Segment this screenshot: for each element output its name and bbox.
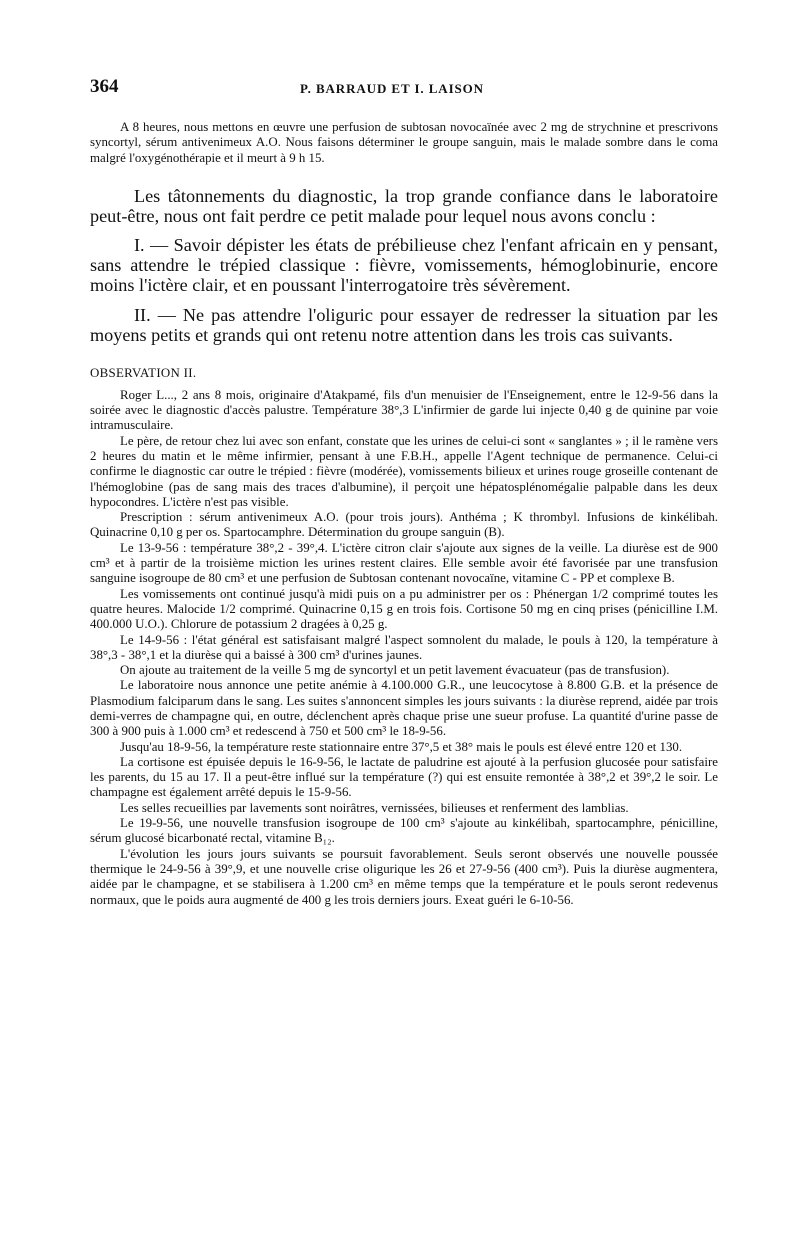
- observation-paragraph: Le 19-9-56, une nouvelle transfusion isogroupe de 100 cm³ s'ajoute au kinkélibah, spartocamphre, pénicilline, sérum glucosé bicarbonaté rectal, vitamine B₁₂.: [90, 816, 718, 846]
- observation-heading: OBSERVATION II.: [90, 366, 197, 381]
- page: [90, 76, 718, 908]
- intro-section: [90, 120, 718, 166]
- observation-paragraph: La cortisone est épuisée depuis le 16-9-56, le lactate de paludrine est ajouté à la perfusion glucosée pour satisfaire les parents, du 15 au 17. Il a peut-être influé sur la température (?) qui est ensuite remontée à 38°,2 et 39°,2 le soir. Le champagne est également arrêté depuis le 15-9-56.: [90, 754, 718, 800]
- observation-paragraph: Le laboratoire nous annonce une petite anémie à 4.100.000 G.R., une leucocytose à 8.800 G.B. et la présence de Plasmodium falciparum dans le sang. Les suites s'annoncent simples les jours suivants : la diurèse reprend, aidée par trois demi-verres de champagne qui, en outre, déclenchent après chaque prise une sueur profuse. La quantité d'urine passe de 300 à 900 puis à 1.000 cm³ et redescend à 750 et 500 cm³ le 18-9-56.: [90, 678, 718, 739]
- page-header: [90, 76, 718, 104]
- conclusion-point-1: I. — Savoir dépister les états de prébilieuse chez l'enfant africain en y pensant, sans attendre le trépied classique : fièvre, vomissements, hémoglobinurie, encore moins l'ictère clair, et en poussant l'interrogatoire très sévèrement.: [90, 235, 718, 296]
- observation-paragraph: L'évolution les jours jours suivants se poursuit favorablement. Seuls seront observés une nouvelle poussée thermique le 24-9-56 à 39°,9, et une nouvelle crise oligurique les 26 et 27-9-56 (400 cm³). Puis la diurèse augmentera, aidée par le champagne, et se stabilisera à 1.200 cm³ en même temps que la température et le pouls seront redevenus normaux, que le poids aura augmenté de 400 g les trois derniers jours. Exeat guéri le 6-10-56.: [90, 846, 718, 907]
- page-number: 364: [90, 76, 119, 97]
- observation-paragraph: Le 14-9-56 : l'état général est satisfaisant malgré l'aspect somnolent du malade, le pouls à 120, la température à 38°,3 - 38°,1 et la diurèse qui a baissé à 300 cm³ d'urines jaunes.: [90, 632, 718, 662]
- running-head: P. BARRAUD ET I. LAISON: [300, 81, 484, 96]
- conclusion-lead: Les tâtonnements du diagnostic, la trop grande confiance dans le laboratoire peut-être, nous ont fait perdre ce petit malade pour lequel nous avons conclu :: [90, 185, 718, 226]
- conclusions-section: [90, 187, 718, 346]
- intro-paragraph: A 8 heures, nous mettons en œuvre une perfusion de subtosan novocaïnée avec 2 mg de strychnine et prescrivons syncortyl, sérum antivenimeux A.O. Nous faisons déterminer le groupe sanguin, mais le malade sombre dans le coma malgré l'oxygénothérapie et il meurt à 9 h 15.: [90, 120, 718, 165]
- observation-body: [90, 388, 718, 908]
- observation-paragraph: On ajoute au traitement de la veille 5 mg de syncortyl et un petit lavement évacuateur (pas de transfusion).: [120, 663, 670, 678]
- observation-paragraph: Les selles recueillies par lavements sont noirâtres, vernissées, bilieuses et renferment des lamblias.: [120, 800, 629, 815]
- observation-paragraph: Prescription : sérum antivenimeux A.O. (pour trois jours). Anthéma ; K thrombyl. Infusions de kinkélibah. Quinacrine 0,10 g per os. Spartocamphre. Détermination du groupe sanguin (B).: [90, 510, 718, 540]
- conclusion-point-2: II. — Ne pas attendre l'oliguric pour essayer de redresser la situation par les moyens petits et grands qui ont retenu notre attention dans les trois cas suivants.: [90, 304, 718, 345]
- observation-paragraph: Jusqu'au 18-9-56, la température reste stationnaire entre 37°,5 et 38° mais le pouls est élevé entre 120 et 130.: [120, 739, 683, 754]
- observation-paragraph: Les vomissements ont continué jusqu'à midi puis on a pu administrer per os : Phénergan 1/2 comprimé toutes les quatre heures. Malocide 1/2 comprimé. Quinacrine 0,15 g en trois fois. Cortisone 50 mg en cinq prises (pénicilline I.M. 400.000 U.O.). Chlorure de potassium 2 dragées à 0,25 g.: [90, 586, 718, 632]
- observation-paragraph: Roger L..., 2 ans 8 mois, originaire d'Atakpamé, fils d'un menuisier de l'Enseignement, entre le 12-9-56 dans la soirée avec le diagnostic d'accès palustre. Température 38°,3 L'infirmier de garde lui injecte 0,40 g de quinine par voie intramusculaire.: [90, 387, 718, 433]
- observation-paragraph: Le 13-9-56 : température 38°,2 - 39°,4. L'ictère citron clair s'ajoute aux signes de la veille. La diurèse est de 900 cm³ et à partir de la troisième miction les urines restent claires. Elle semble avoir été favorisée par une transfusion sanguine isogroupe de 80 cm³ et une perfusion de Subtosan contenant novocaïne, vitamine C - PP et complexe B.: [90, 540, 718, 586]
- observation-paragraph: Le père, de retour chez lui avec son enfant, constate que les urines de celui-ci sont « sanglantes » ; il le ramène vers 2 heures du matin et le même infirmier, pensant à une F.B.H., appelle l'Agent technique de permanence. Celui-ci confirme le diagnostic car outre le trépied : fièvre (modérée), vomissements bilieux et urines rouge groseille contenant de l'hémoglobine (pas de sang mais des traces d'albumine), il perçoit une hépatosplénomégalie palpable dans les deux hypocondres. L'ictère n'est pas visible.: [90, 433, 718, 509]
